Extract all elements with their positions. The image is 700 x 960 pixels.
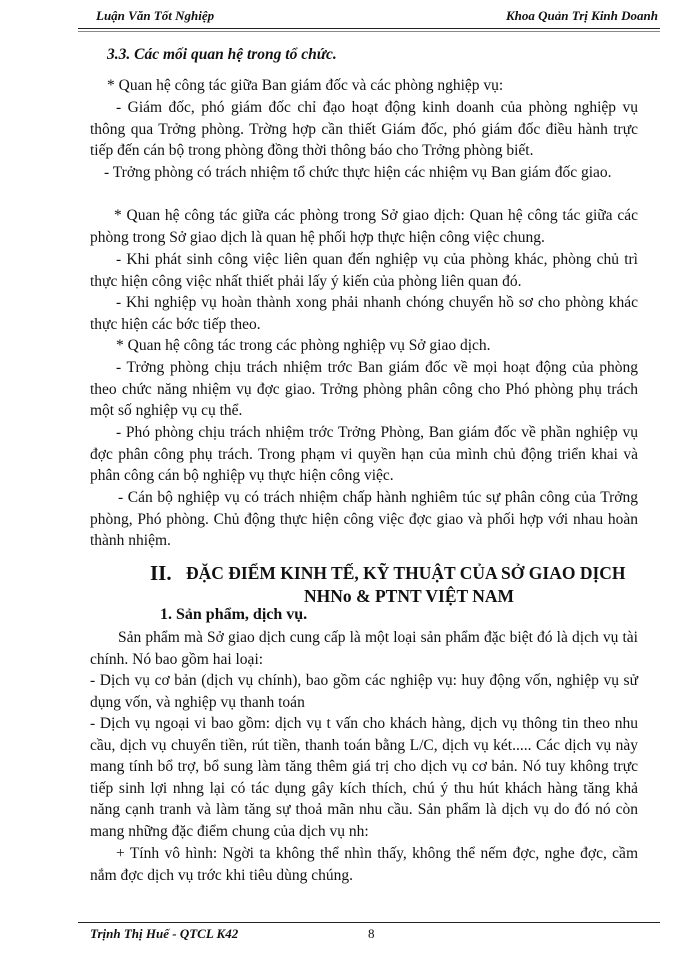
paragraph: - Giám đốc, phó giám đốc chỉ đạo hoạt động kinh doanh của phòng nghiệp vụ thông qua Trởng phòng. Trờng hợp cần thiết Giám đốc, phó giám đốc điều hành trực tiếp đến cán bộ trong phòng đồng thời thông báo cho Trởng phòng biết.: [90, 99, 638, 159]
footer-author: Trịnh Thị Huế - QTCL K42: [90, 926, 239, 941]
paragraph: - Cán bộ nghiệp vụ có trách nhiệm chấp hành nghiêm túc sự phân công của Trởng phòng, Phó phòng. Chủ động thực hiện công việc đợc giao và phối hợp với nhau hoàn thành nhiệm.: [90, 489, 638, 549]
chapter-number: II.: [150, 561, 172, 585]
header-rule: [78, 31, 660, 32]
header-right: Khoa Quản Trị Kinh Doanh: [506, 8, 658, 23]
paragraph: - Dịch vụ ngoại vi bao gồm: dịch vụ t vấn cho khách hàng, dịch vụ thông tin theo nhu cầu, dịch vụ chuyển tiền, rút tiền, thanh toán bằng L/C, dịch vụ két..... Các dịch vụ này mang tính bổ trợ, bổ sung làm tăng thêm giá trị cho dịch vụ cơ bản. Nó tuy không trực tiếp sinh lợi nhng lại có tác dụng gây kích thích, chú ý thu hút khách hàng tăng khả năng cạnh tranh và làm tăng sự thoả mãn nhu cầu. Sản phẩm là dịch vụ do đó nó còn mang những đặc điểm chung của dịch vụ nh:: [90, 715, 638, 840]
paragraph: - Phó phòng chịu trách nhiệm trớc Trởng Phòng, Ban giám đốc về phần nghiệp vụ đợc phân công phụ trách. Trong phạm vi quyền hạn của mình chủ động triển khai và phân công cán bộ nghiệp vụ thực hiện công việc.: [90, 424, 638, 484]
paragraph: - Khi phát sinh công việc liên quan đến nghiệp vụ của phòng khác, phòng chủ trì thực hiện công việc nhất thiết phải lấy ý kiến của phòng liên quan đó.: [90, 251, 638, 290]
paragraph: - Khi nghiệp vụ hoàn thành xong phải nhanh chóng chuyển hồ sơ cho phòng khác thực hiện các bớc tiếp theo.: [90, 294, 638, 333]
paragraph: - Trởng phòng chịu trách nhiệm trớc Ban giám đốc về mọi hoạt động của phòng theo chức năng nhiệm vụ đợc giao. Trởng phòng phân công cho Phó phòng phụ trách một số nghiệp vụ cụ thể.: [90, 359, 638, 419]
chapter-title-line2: NHNo & PTNT VIỆT NAM: [304, 586, 515, 606]
header-left: Luận Văn Tốt Nghiệp: [96, 8, 215, 23]
page-header: [78, 6, 660, 29]
paragraph: - Dịch vụ cơ bản (dịch vụ chính), bao gồm các nghiệp vụ: huy động vốn, nghiệp vụ sử dụng vốn, và nghiệp vụ thanh toán: [90, 672, 638, 711]
section-title: 3.3. Các mối quan hệ trong tổ chức.: [107, 46, 337, 63]
paragraph: * Quan hệ công tác trong các phòng nghiệp vụ Sở giao dịch.: [116, 337, 491, 354]
paragraph: * Quan hệ công tác giữa Ban giám đốc và các phòng nghiệp vụ:: [107, 77, 504, 94]
paragraph: * Quan hệ công tác giữa các phòng trong Sở giao dịch: Quan hệ công tác giữa các phòng trong Sở giao dịch là quan hệ phối hợp thực hiện công việc chung.: [90, 207, 638, 246]
subsection-title: 1. Sản phẩm, dịch vụ.: [160, 606, 308, 623]
page-number: 8: [368, 926, 375, 941]
paragraph: + Tính vô hình: Ngời ta không thể nhìn thấy, không thể nếm đợc, nghe đợc, cầm nắm đợc dịch vụ trớc khi tiêu dùng chúng.: [90, 845, 638, 884]
paragraph: - Trởng phòng có trách nhiệm tổ chức thực hiện các nhiệm vụ Ban giám đốc giao.: [104, 164, 612, 181]
paragraph: Sản phẩm mà Sở giao dịch cung cấp là một loại sản phẩm đặc biệt đó là dịch vụ tài chính. Nó bao gồm hai loại:: [90, 629, 638, 668]
page-footer: [78, 922, 660, 945]
chapter-title-line1: ĐẶC ĐIỂM KINH TẾ, KỸ THUẬT CỦA SỞ GIAO DỊCH: [186, 563, 626, 583]
